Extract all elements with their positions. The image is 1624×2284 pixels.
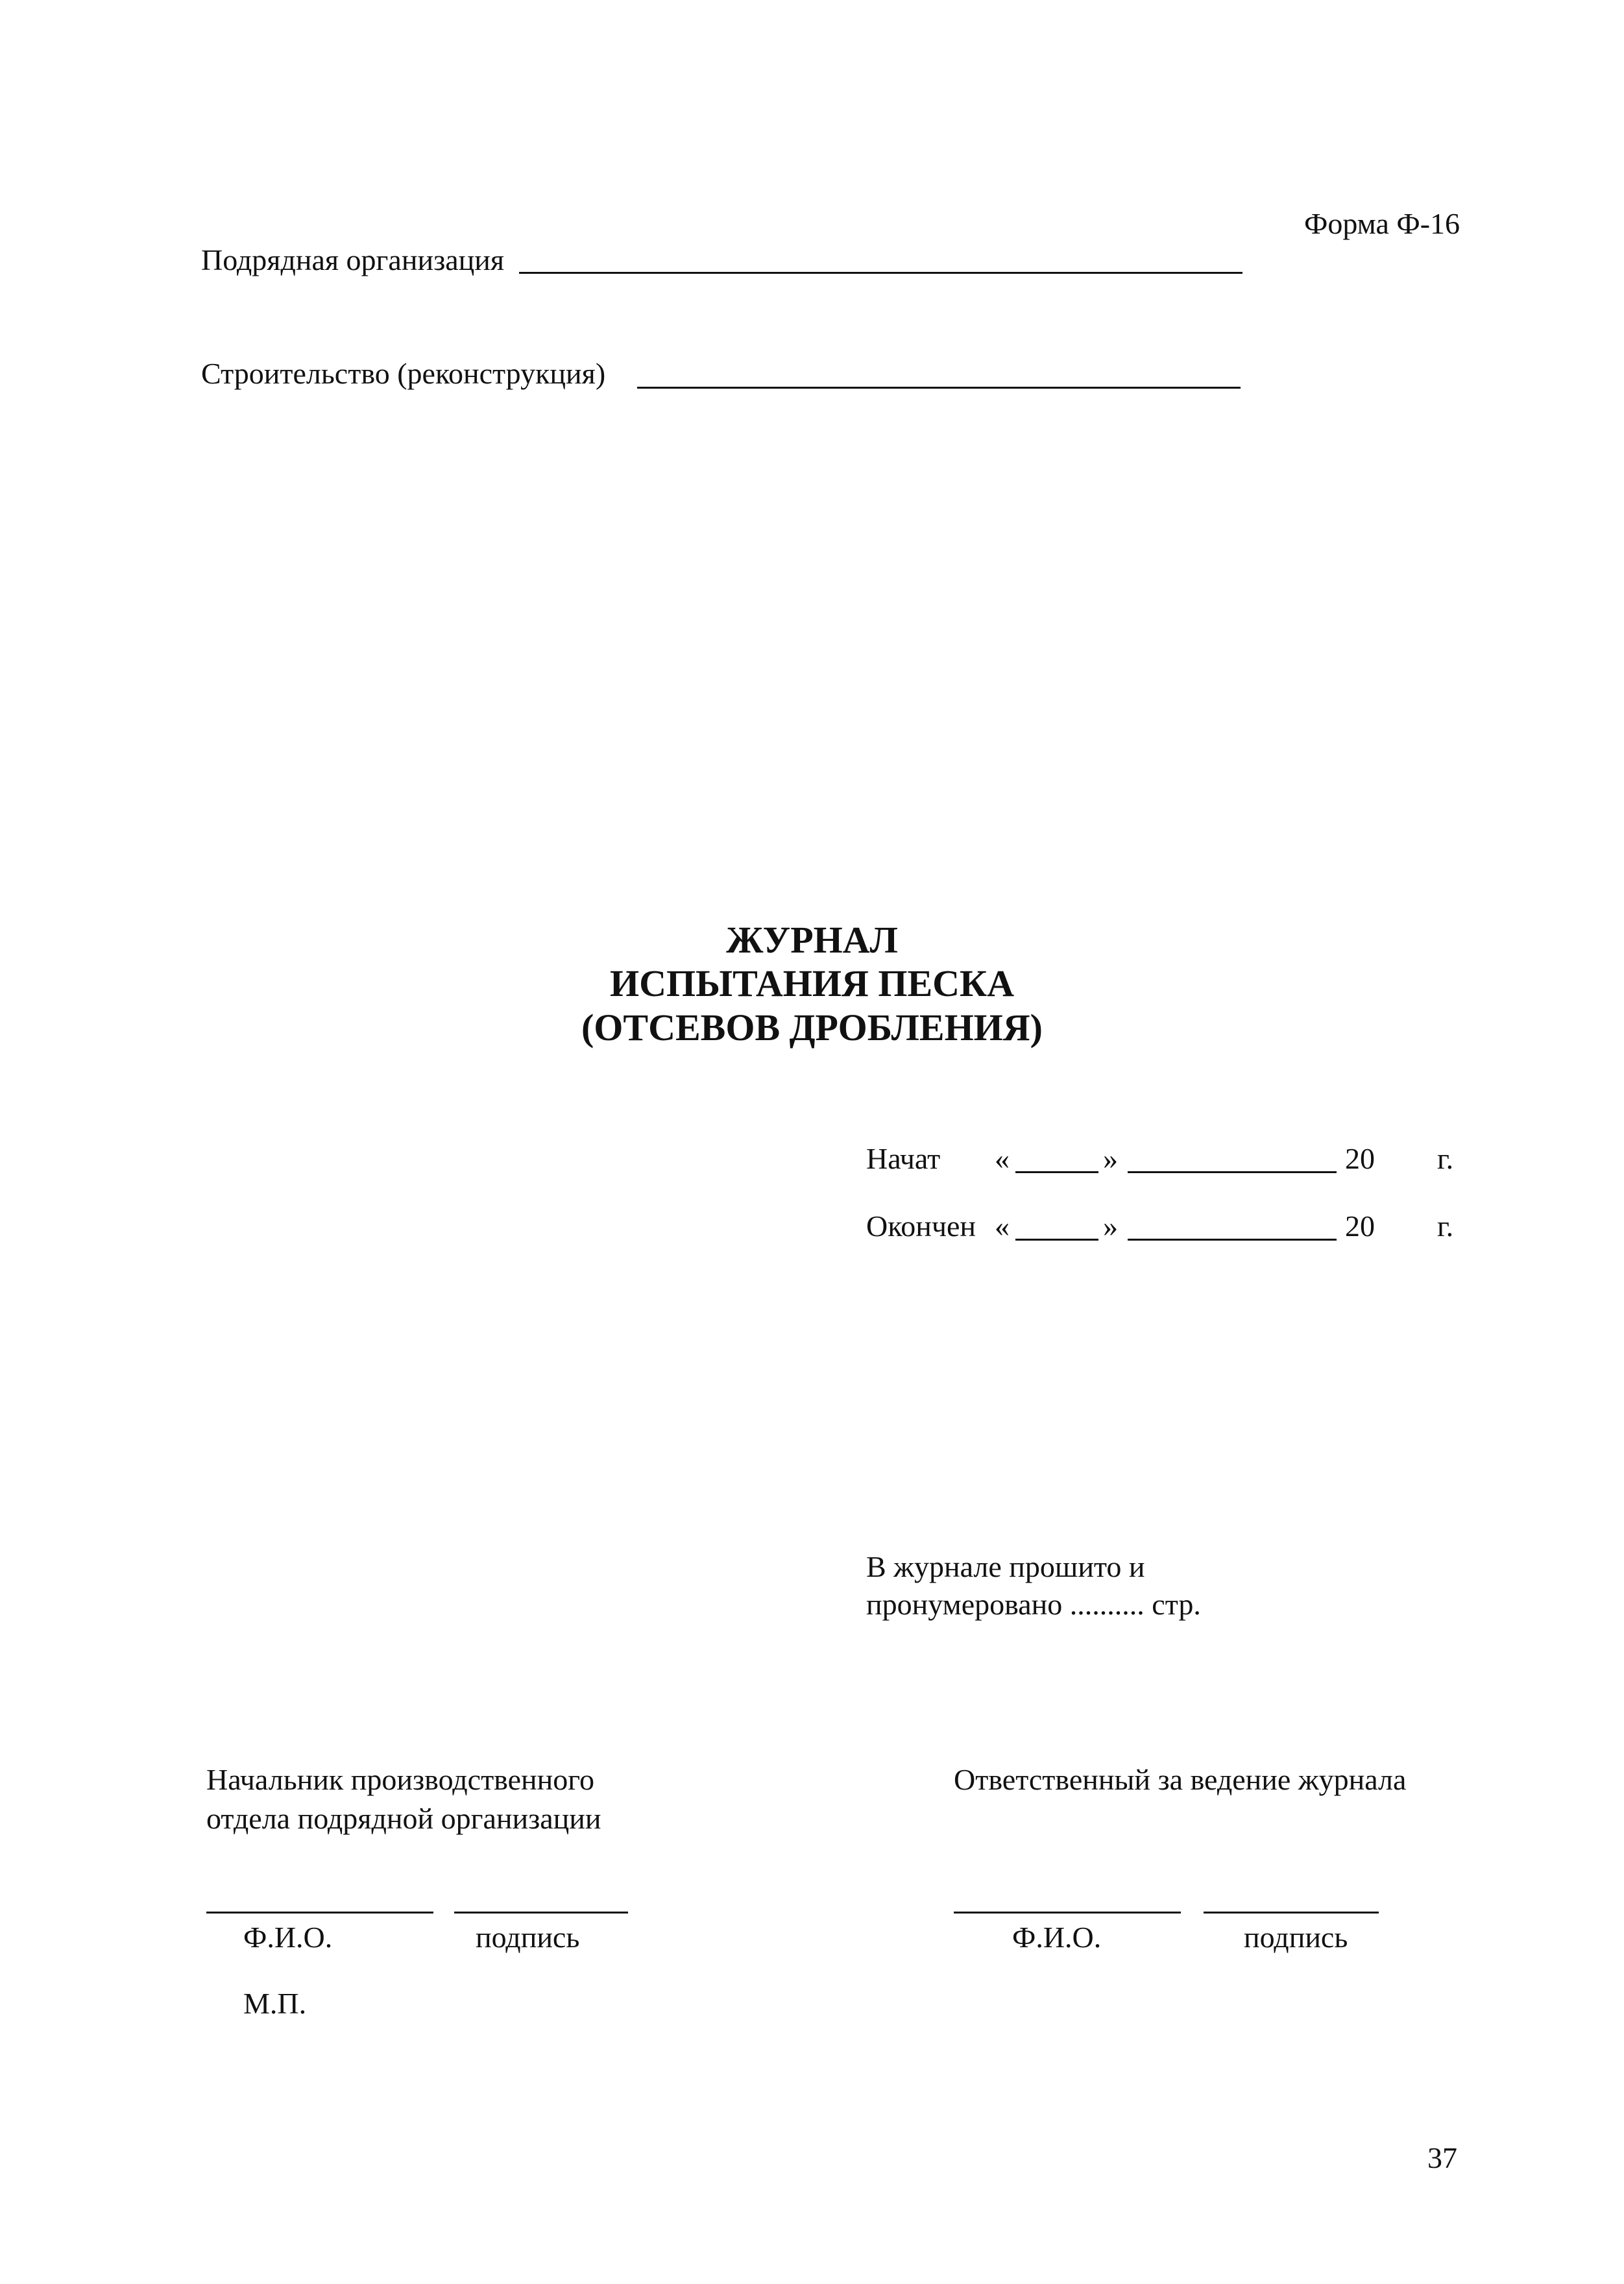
started-year-suffix: г. — [1437, 1142, 1454, 1175]
journal-title-line2: ИСПЫТАНИЯ ПЕСКА — [610, 962, 1014, 1004]
finished-label: Окончен — [866, 1209, 976, 1243]
form-label: Форма Ф-16 — [1304, 207, 1460, 240]
right-signature-line[interactable] — [1204, 1912, 1379, 1913]
started-open-quote: « — [995, 1142, 1010, 1175]
right-signer-title: Ответственный за ведение журнала — [954, 1763, 1407, 1796]
left-fio-caption: Ф.И.О. — [243, 1921, 333, 1954]
pages-note-line1: В журнале прошито и — [866, 1550, 1145, 1583]
finished-day-line[interactable] — [1015, 1239, 1098, 1241]
right-fio-caption: Ф.И.О. — [1012, 1921, 1102, 1954]
finished-open-quote: « — [995, 1209, 1010, 1243]
right-fio-line[interactable] — [954, 1912, 1181, 1913]
started-year-prefix: 20 — [1345, 1142, 1375, 1175]
pages-note-line2: пронумеровано .......... стр. — [866, 1588, 1201, 1621]
construction-field-line[interactable] — [637, 387, 1241, 389]
finished-year-prefix: 20 — [1345, 1209, 1375, 1243]
started-month-line[interactable] — [1128, 1171, 1337, 1173]
stamp-label: М.П. — [243, 1987, 307, 2020]
page-number: 37 — [1427, 2141, 1457, 2174]
contractor-field-line[interactable] — [519, 272, 1242, 274]
contractor-label: Подрядная организация — [201, 243, 505, 276]
started-close-quote: » — [1103, 1142, 1118, 1175]
journal-title-line3: (ОТСЕВОВ ДРОБЛЕНИЯ) — [581, 1006, 1043, 1049]
construction-label: Строительство (реконструкция) — [201, 357, 606, 390]
finished-close-quote: » — [1103, 1209, 1118, 1243]
journal-title-line1: ЖУРНАЛ — [726, 919, 898, 961]
finished-month-line[interactable] — [1128, 1239, 1337, 1241]
left-fio-line[interactable] — [206, 1912, 433, 1913]
right-signature-caption: подпись — [1244, 1921, 1348, 1954]
left-signer-title-line2: отдела подрядной организации — [206, 1802, 601, 1835]
left-signature-line[interactable] — [454, 1912, 628, 1913]
left-signature-caption: подпись — [476, 1921, 580, 1954]
left-signer-title-line1: Начальник производственного — [206, 1763, 594, 1796]
started-day-line[interactable] — [1015, 1171, 1098, 1173]
started-label: Начат — [866, 1142, 941, 1175]
finished-year-suffix: г. — [1437, 1209, 1454, 1243]
